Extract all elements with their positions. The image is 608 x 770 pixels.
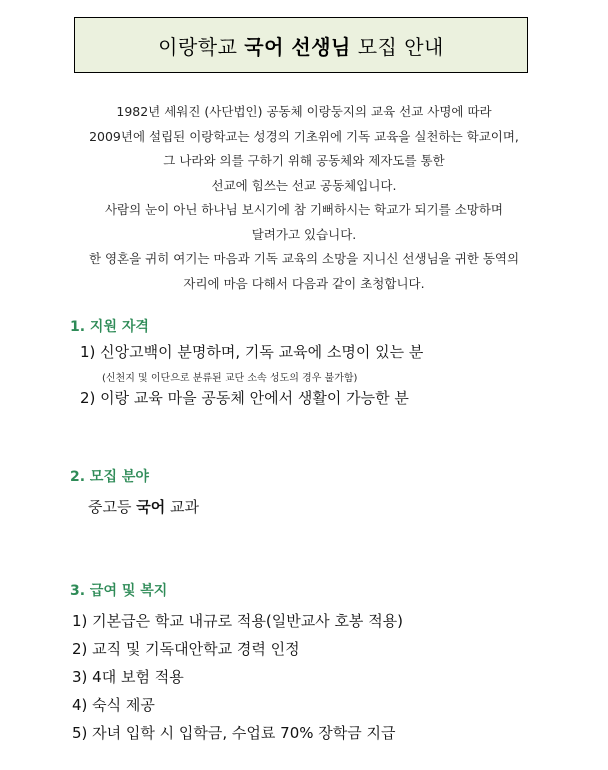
title-suffix: 모집 안내 bbox=[350, 34, 444, 59]
qualification-item: 1) 신앙고백이 분명하며, 기독 교육에 소명이 있는 분 bbox=[80, 343, 424, 361]
intro-line: 사람의 눈이 아닌 하나님 보시기에 참 기뻐하시는 학교가 되기를 소망하며 bbox=[104, 202, 503, 217]
benefit-item: 1) 기본급은 학교 내규로 적용(일반교사 호봉 적용) bbox=[72, 612, 404, 630]
intro-line: 자리에 마음 다해서 다음과 같이 초청합니다. bbox=[183, 275, 425, 291]
benefit-item: 5) 자녀 입학 시 입학금, 수업료 70% 장학금 지급 bbox=[72, 724, 396, 742]
benefit-item: 4) 숙식 제공 bbox=[72, 696, 155, 714]
benefits-heading: 3. 급여 및 복지 bbox=[70, 583, 168, 599]
intro-paragraph bbox=[40, 100, 568, 296]
field-heading: 2. 모집 분야 bbox=[70, 469, 149, 485]
title-emphasis: 국어 선생님 bbox=[244, 34, 351, 59]
field-emphasis: 국어 bbox=[136, 498, 166, 516]
field-suffix: 교과 bbox=[165, 498, 199, 516]
title-box bbox=[74, 17, 528, 73]
intro-line: 선교에 힘쓰는 선교 공동체입니다. bbox=[211, 177, 397, 193]
qualification-note: (신천지 및 이단으로 분류된 교단 소속 성도의 경우 불가함) bbox=[102, 373, 358, 384]
intro-line: 2009년에 설립된 이랑학교는 성경의 기초위에 기독 교육을 실천하는 학교이며, bbox=[89, 128, 519, 144]
intro-line: 달려가고 있습니다. bbox=[251, 226, 357, 242]
intro-line: 1982년 세워진 (사단법인) 공동체 이랑둥지의 교육 선교 사명에 따라 bbox=[116, 104, 492, 119]
title-prefix: 이랑학교 bbox=[158, 34, 245, 59]
intro-line: 한 영혼을 귀히 여기는 마음과 기독 교육의 소망을 지니신 선생님을 귀한 동역의 bbox=[88, 251, 520, 266]
field-text bbox=[88, 496, 199, 517]
qualification-item: 2) 이랑 교육 마을 공동체 안에서 생활이 가능한 분 bbox=[80, 389, 409, 407]
intro-line: 그 나라와 의를 구하기 위해 공동체와 제자도를 통한 bbox=[163, 153, 445, 168]
field-prefix: 중고등 bbox=[88, 498, 137, 516]
benefit-item: 3) 4대 보험 적용 bbox=[72, 668, 184, 686]
qualifications-heading: 1. 지원 자격 bbox=[70, 319, 149, 335]
benefit-item: 2) 교직 및 기독대안학교 경력 인정 bbox=[72, 640, 300, 658]
